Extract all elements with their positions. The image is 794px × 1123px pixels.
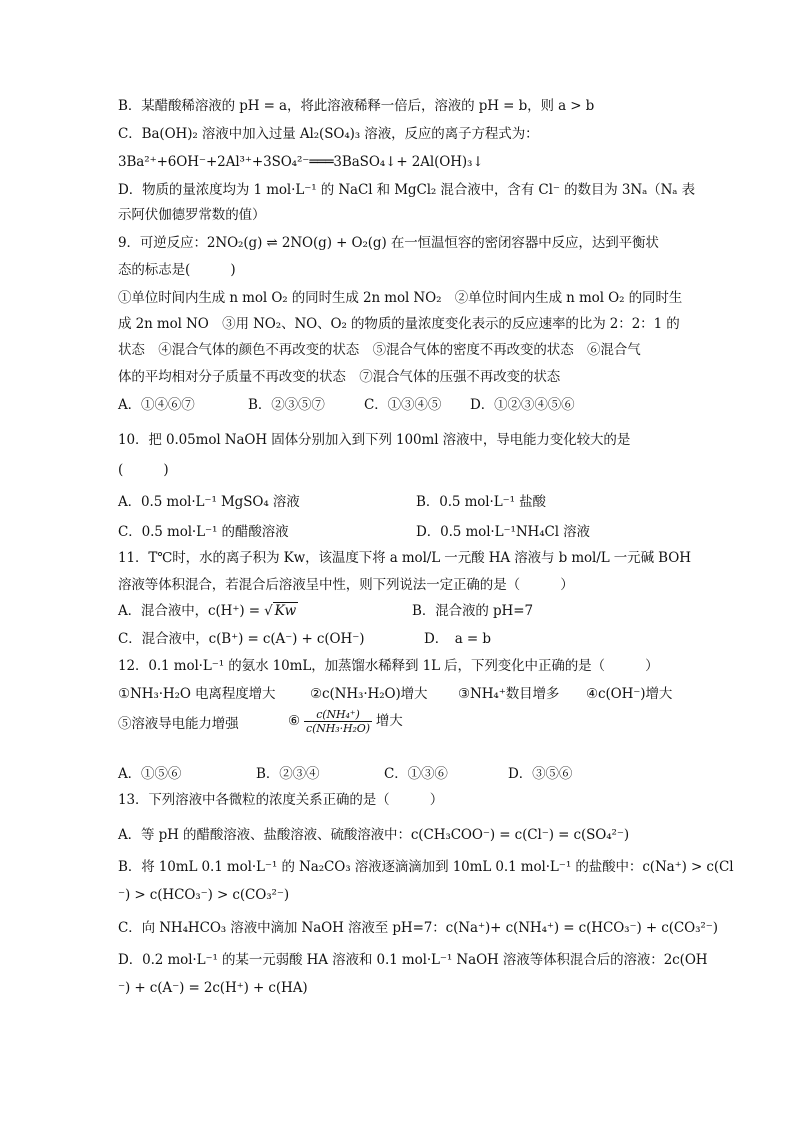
q10-option-d: D．0.5 mol·L⁻¹NH₄Cl 溶液 [416,524,590,540]
q12-item-6-label: ⑥ [288,713,301,729]
q12-stem: 12．0.1 mol·L⁻¹ 的氨水 10mL，加蒸馏水稀释到 1L 后，下列变化中正确的是（ ） [118,658,659,674]
q11-option-a [118,601,298,621]
fraction-numerator: c(NH₄⁺) [304,708,372,722]
q8-option-c-equation: 3Ba²⁺+6OH⁻+2Al³⁺+3SO₄²⁻═══3BaSO₄↓+ 2Al(OH)₃↓ [118,154,484,170]
q13-option-d-line1: D．0.2 mol·L⁻¹ 的某一元弱酸 HA 溶液和 0.1 mol·L⁻¹ NaOH 溶液等体积混合后的溶液：2c(OH [118,952,708,968]
q10-option-b: B．0.5 mol·L⁻¹ 盐酸 [416,494,546,510]
q8-option-d-line2: 示阿伏伽德罗常数的值） [118,207,266,223]
q9-option-a: A．①④⑥⑦ [118,397,195,413]
q11-option-a-text: A．混合液中，c(H⁺) = [118,603,265,619]
q13-option-b-line2: ⁻) > c(HCO₃⁻) > c(CO₃²⁻) [118,887,290,903]
q12-item-2: ②c(NH₃·H₂O)增大 [310,686,428,702]
q12-option-a: A．①⑤⑥ [118,766,182,782]
q11-option-b: B．混合液的 pH=7 [412,603,533,619]
q12-item-6-fraction [304,708,372,735]
q9-items-line2: 成 2n mol NO ③用 NO₂、NO、O₂ 的物质的量浓度变化表示的反应速率的比为 2：2：1 的 [118,316,680,332]
q12-option-d: D．③⑤⑥ [508,766,573,782]
q12-items-row2 [118,708,678,746]
q9-option-b: B．②③⑤⑦ [248,397,325,413]
q10-option-c: C．0.5 mol·L⁻¹ 的醋酸溶液 [118,524,289,540]
q11-option-d: D． a = b [424,631,491,647]
q11-option-c: C．混合液中，c(B⁺) = c(A⁻) + c(OH⁻) [118,631,365,647]
q11-stem-line2: 溶液等体积混合，若混合后溶液呈中性，则下列说法一定正确的是（ ） [118,577,574,593]
q12-option-b: B．②③④ [256,766,320,782]
q12-item-1: ①NH₃·H₂O 电离程度增大 [118,686,276,702]
q8-option-d-line1: D．物质的量浓度均为 1 mol·L⁻¹ 的 NaCl 和 MgCl₂ 混合液中，含有 Cl⁻ 的数目为 3Nₐ（Nₐ 表 [118,182,695,198]
q9-option-d: D．①②③④⑤⑥ [470,397,575,413]
fraction-denominator: c(NH₃·H₂O) [306,722,370,735]
q12-item-6 [288,708,403,735]
q12-item-3: ③NH₄⁺数目增多 [458,686,560,702]
q12-item-6-suffix: 增大 [375,713,403,729]
q9-option-c: C．①③④⑤ [364,397,442,413]
q9-stem-line2: 态的标志是( ) [118,262,236,278]
q10-stem-line1: 10．把 0.05mol NaOH 固体分别加入到下列 100ml 溶液中，导电能力变化较大的是 [118,432,631,448]
q13-stem: 13．下列溶液中各微粒的浓度关系正确的是（ ） [118,792,444,808]
q10-stem-line2: ( ) [118,462,169,478]
q12-item-5: ⑤溶液导电能力增强 [118,716,239,732]
q13-option-d-line2: ⁻) + c(A⁻) = 2c(H⁺) + c(HA) [118,980,308,996]
q8-option-c-line1: C．Ba(OH)₂ 溶液中加入过量 Al₂(SO₄)₃ 溶液，反应的离子方程式为： [118,126,539,142]
q12-option-c: C．①③⑥ [384,766,448,782]
q11-option-a-radicand: Kw [274,603,297,619]
q13-option-b-line1: B．将 10mL 0.1 mol·L⁻¹ 的 Na₂CO₃ 溶液逐滴滴加到 10mL 0.1 mol·L⁻¹ 的盐酸中：c(Na⁺) > c(Cl [118,859,734,875]
q12-item-4: ④c(OH⁻)增大 [586,686,673,702]
q9-items-line4: 体的平均相对分子质量不再改变的状态 ⑦混合气体的压强不再改变的状态 [118,369,561,385]
q9-items-line1: ①单位时间内生成 n mol O₂ 的同时生成 2n mol NO₂ ②单位时间内生成 n mol O₂ 的同时生 [118,290,683,306]
square-root-symbol: √ Kw [264,603,297,619]
q9-items-line3: 状态 ④混合气体的颜色不再改变的状态 ⑤混合气体的密度不再改变的状态 ⑥混合气 [118,342,641,358]
q13-option-c: C．向 NH₄HCO₃ 溶液中滴加 NaOH 溶液至 pH=7：c(Na⁺)+ c(NH₄⁺) = c(HCO₃⁻) + c(CO₃²⁻) [118,920,718,936]
q10-option-a: A．0.5 mol·L⁻¹ MgSO₄ 溶液 [118,494,300,510]
q8-option-b: B．某醋酸稀溶液的 pH = a，将此溶液稀释一倍后，溶液的 pH = b，则 a > b [118,98,595,114]
q11-stem-line1: 11．T℃时，水的离子积为 Kw，该温度下将 a mol/L 一元酸 HA 溶液与 b mol/L 一元碱 BOH [118,550,691,566]
q13-option-a: A．等 pH 的醋酸溶液、盐酸溶液、硫酸溶液中：c(CH₃COO⁻) = c(Cl⁻) = c(SO₄²⁻) [118,827,630,843]
q9-stem-line1: 9．可逆反应：2NO₂(g) ⇌ 2NO(g) + O₂(g) 在一恒温恒容的密闭容器中反应，达到平衡状 [118,235,659,251]
